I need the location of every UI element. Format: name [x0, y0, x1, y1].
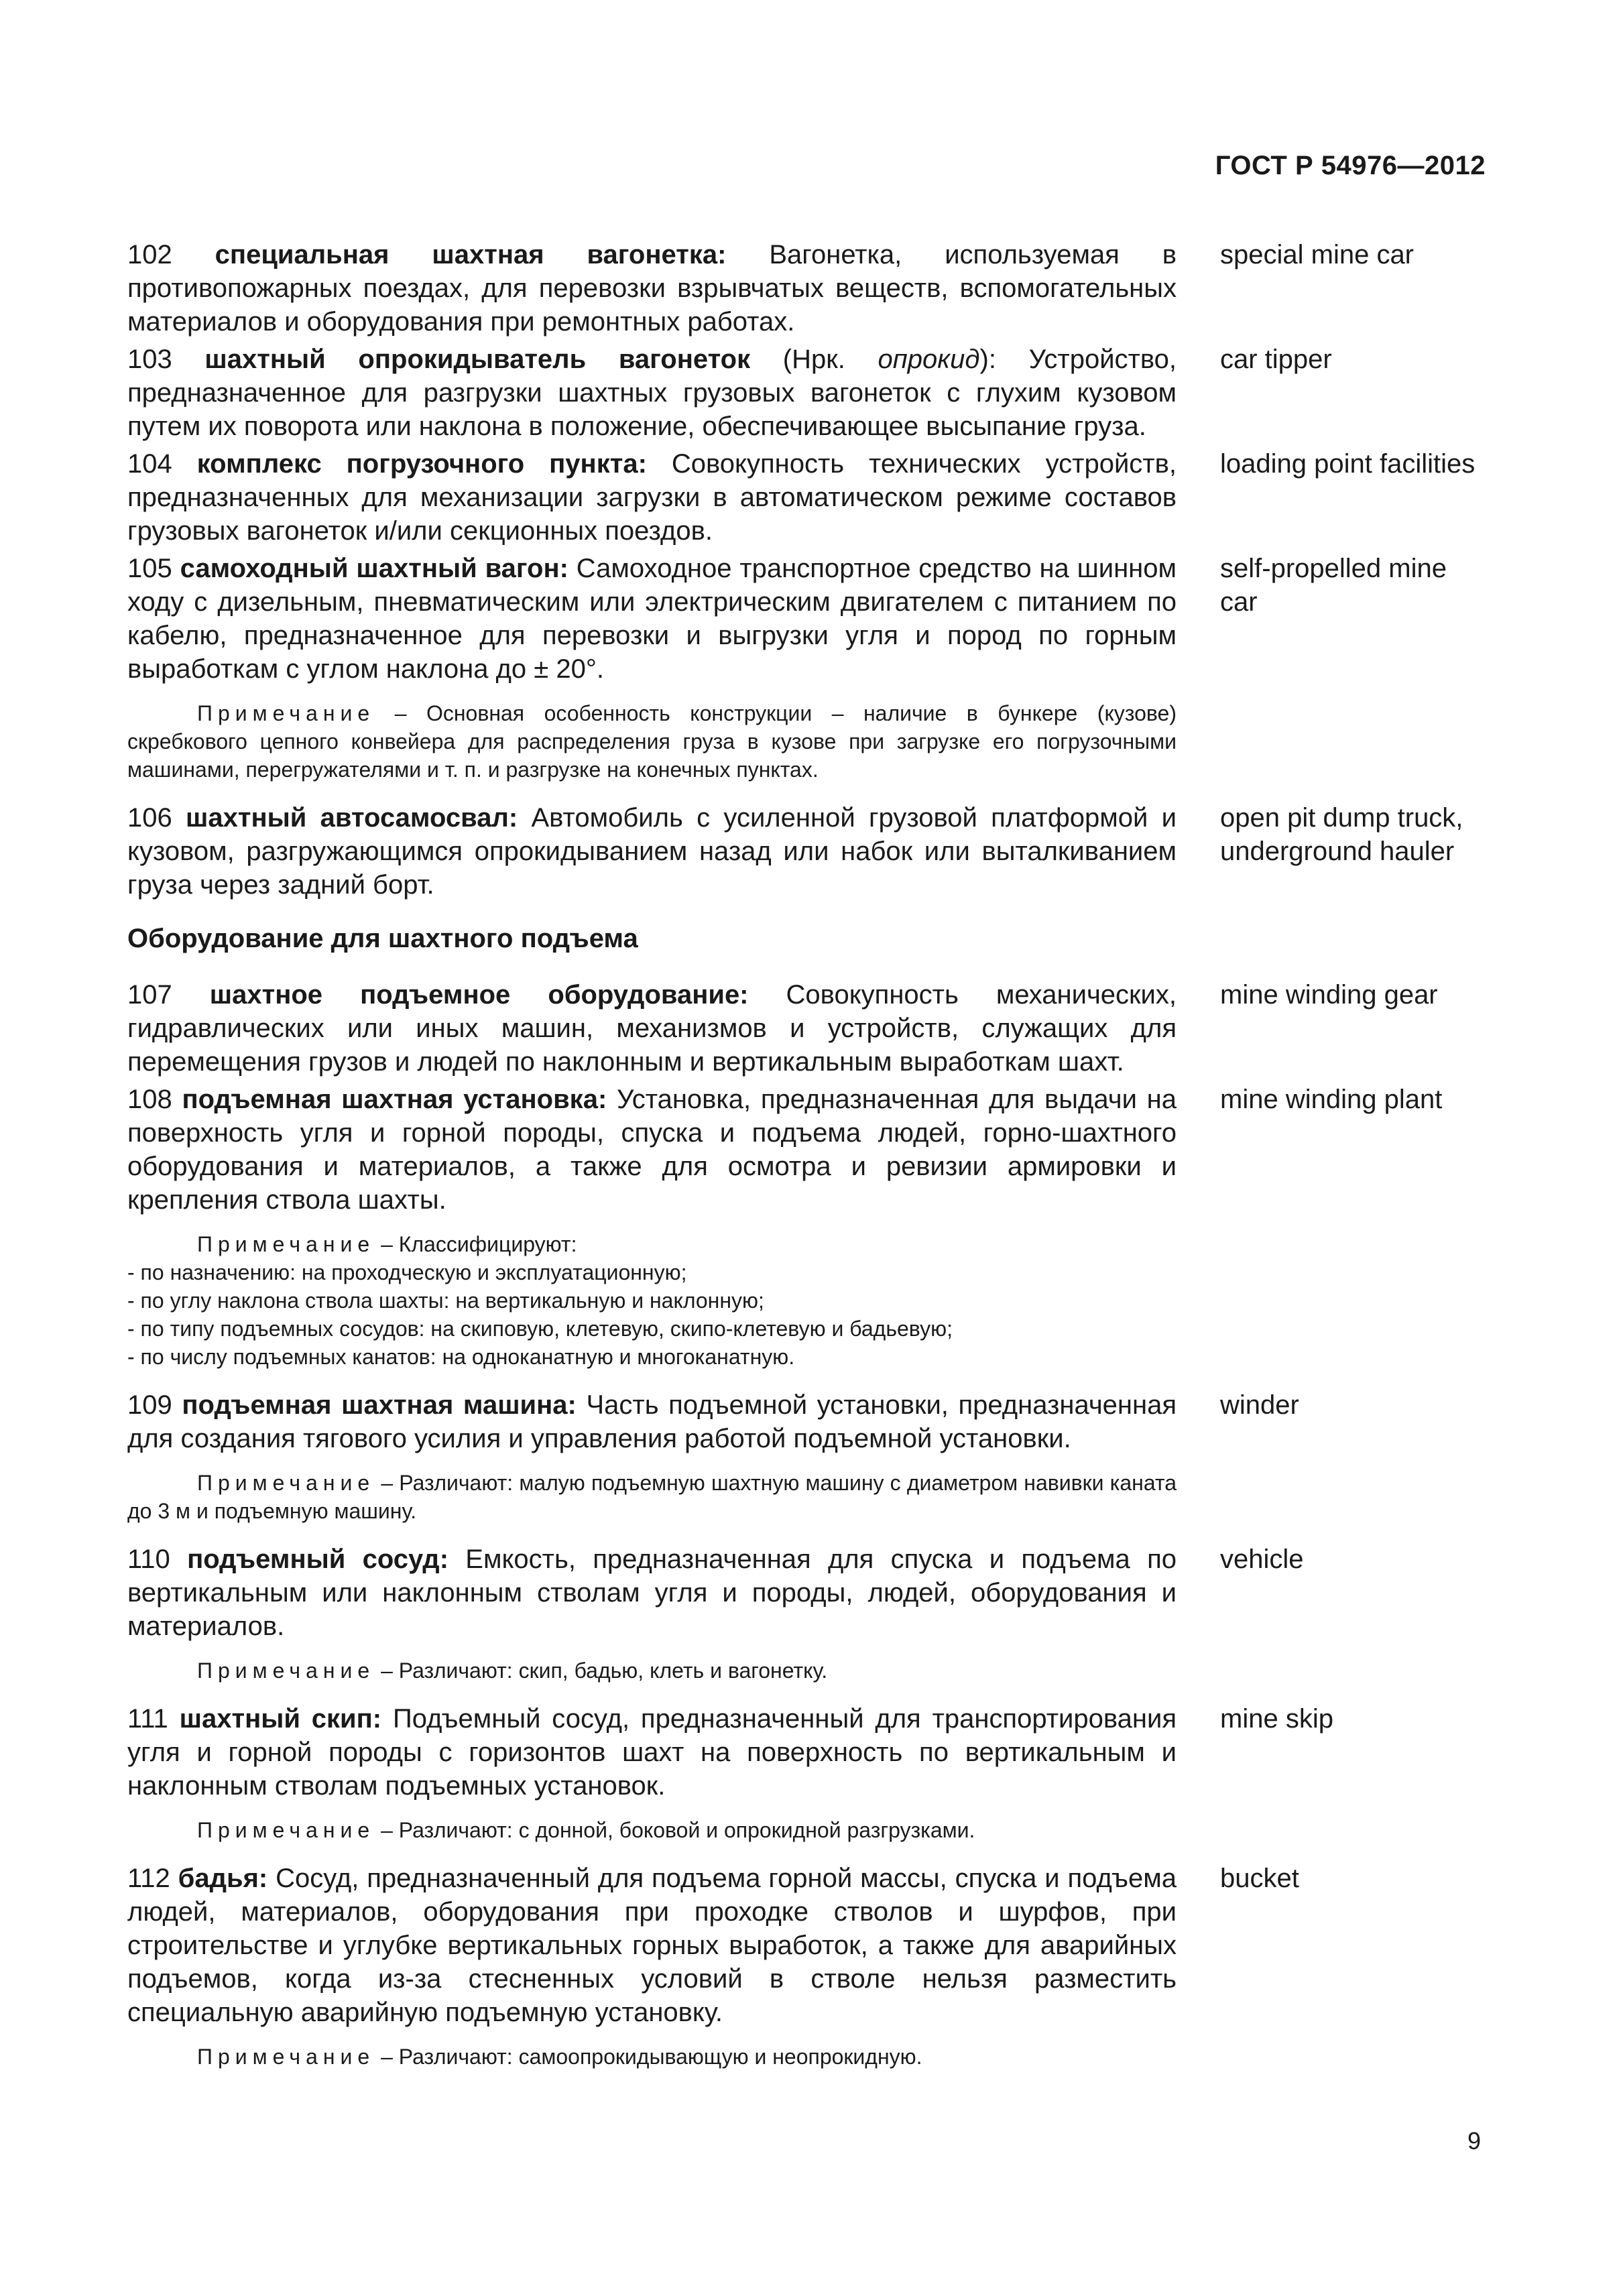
note-text: – Основная особенность конструкции – наличие в бункере (кузове) скребкового цепного конвейера для распределения груза в кузове при загрузке его погрузочными машинами, перегружателями и т. п. и разгрузке на конечных пунктах. — [127, 701, 1177, 782]
term-entry-106 — [127, 801, 1488, 902]
note-110 — [127, 1656, 1177, 1685]
term-number: 109 — [127, 1390, 172, 1420]
term-definition — [127, 447, 1177, 548]
term-definition — [127, 552, 1177, 686]
note-list-item: - по углу наклона ствола шахты: на вертикальную и наклонную; — [127, 1288, 764, 1313]
term-number: 110 — [127, 1545, 170, 1574]
english-equivalent: self-propelled mine car — [1220, 554, 1447, 617]
term-name: комплекс погрузочного пункта: — [196, 449, 647, 479]
note-first-line — [127, 1230, 1177, 1258]
term-definition — [127, 801, 1177, 902]
note-112 — [127, 2043, 1177, 2071]
term-definition — [127, 343, 1177, 443]
term-definition — [127, 1083, 1177, 1217]
note-text: – Классифицируют: — [381, 1232, 577, 1256]
note-109 — [127, 1469, 1177, 1525]
term-definition — [127, 1388, 1177, 1455]
term-entry-104 — [127, 447, 1488, 548]
term-name: шахтный автосамосвал: — [186, 803, 518, 833]
term-name: бадья: — [178, 1864, 268, 1893]
section-heading: Оборудование для шахтного подъема — [127, 924, 638, 953]
term-description: Подъемный сосуд, предназначенный для транспортирования угля и горной породы с горизонтов шахт на поверхность по вертикальным и наклонным стволам подъемных установок. — [127, 1704, 1177, 1801]
note-label: Примечание — [197, 1818, 375, 1842]
term-number: 112 — [127, 1864, 170, 1893]
english-equivalent: special mine car — [1220, 240, 1415, 269]
term-name: подъемный сосуд: — [187, 1545, 449, 1574]
note-label: Примечание — [197, 1232, 375, 1256]
term-description: Автомобиль с усиленной грузовой платформой и кузовом, разгружающимся опрокидыванием назад или набок или выталкиванием груза через задний борт. — [127, 803, 1177, 900]
term-name: шахтное подъемное оборудование: — [209, 980, 749, 1010]
term-entry-110 — [127, 1543, 1488, 1643]
english-equivalent: winder — [1220, 1390, 1299, 1420]
term-number: 104 — [127, 449, 172, 479]
term-definition — [127, 238, 1177, 339]
term-name: подъемная шахтная машина: — [182, 1390, 577, 1420]
terms-content — [127, 238, 1488, 2088]
term-number: 103 — [127, 345, 172, 374]
note-list-item: - по назначению: на проходческую и эксплуатационную; — [127, 1260, 687, 1284]
term-number: 108 — [127, 1085, 172, 1114]
term-entry-103 — [127, 343, 1488, 443]
term-abbr-open: (Нрк. — [782, 345, 845, 374]
term-entry-102 — [127, 238, 1488, 339]
note-text: – Различают: малую подъемную шахтную машину с диаметром навивки каната до 3 м и подъемную машину. — [127, 1471, 1177, 1523]
term-abbr-close: ): — [979, 345, 996, 374]
term-number: 102 — [127, 240, 172, 269]
term-description: Вагонетка, используемая в противопожарных поездах, для перевозки взрывчатых веществ, вспомогательных материалов и оборудования при ремонтных работах. — [127, 240, 1177, 337]
term-description: Самоходное транспортное средство на шинном ходу с дизельным, пневматическим или электрическим двигателем с питанием по кабелю, предназначенное для перевозки и выгрузки угля и пород по горным выработкам с углом наклона до ± 20°. — [127, 554, 1177, 684]
term-entry-105 — [127, 552, 1488, 686]
note-105 — [127, 699, 1177, 784]
term-description: Сосуд, предназначенный для подъема горной массы, спуска и подъема людей, материалов, оборудования при проходке стволов и шурфов, при строительстве и углубке вертикальных горных выработок, а также для аварийных подъемов, когда из-за стесненных условий в стволе нельзя разместить специальную аварийную подъемную установку. — [127, 1864, 1177, 2027]
term-number: 111 — [127, 1704, 168, 1734]
note-label: Примечание — [197, 701, 375, 725]
page-number: 9 — [1467, 2127, 1481, 2155]
term-name: подъемная шахтная установка: — [182, 1085, 607, 1114]
english-equivalent: open pit dump truck, underground hauler — [1220, 803, 1463, 866]
term-name: шахтный скип: — [179, 1704, 382, 1734]
english-equivalent: vehicle — [1220, 1545, 1304, 1574]
term-number: 107 — [127, 980, 172, 1010]
term-number: 105 — [127, 554, 172, 583]
term-entry-109 — [127, 1388, 1488, 1455]
english-equivalent: mine skip — [1220, 1704, 1333, 1734]
term-definition — [127, 1702, 1177, 1803]
term-number: 106 — [127, 803, 172, 833]
term-description: Установка, предназначенная для выдачи на поверхность угля и горной породы, спуска и подъема людей, горно-шахтного оборудования и материалов, а также для осмотра и ревизии армировки и крепления ствола шахты. — [127, 1085, 1177, 1215]
term-definition — [127, 978, 1177, 1079]
document-code: ГОСТ Р 54976—2012 — [1215, 151, 1486, 180]
note-text: – Различают: самоопрокидывающую и неопрокидную. — [381, 2045, 922, 2069]
term-entry-112 — [127, 1862, 1488, 2029]
note-label: Примечание — [197, 2045, 375, 2069]
english-equivalent: loading point facilities — [1220, 449, 1476, 479]
term-description: Емкость, предназначенная для спуска и подъема по вертикальным или наклонным стволам угля и породы, людей, оборудования и материалов. — [127, 1545, 1177, 1641]
term-description: Совокупность механических, гидравлических или иных машин, механизмов и устройств, служащих для перемещения грузов и людей по наклонным и вертикальным выработкам шахт. — [127, 980, 1177, 1077]
english-equivalent: mine winding plant — [1220, 1085, 1443, 1114]
term-name: шахтный опрокидыватель вагонеток — [204, 345, 751, 374]
term-definition — [127, 1543, 1177, 1643]
note-list-item: - по типу подъемных сосудов: на скиповую, клетевую, скипо-клетевую и бадьевую; — [127, 1317, 953, 1341]
english-equivalent: mine winding gear — [1220, 980, 1438, 1010]
term-abbr-italic: опрокид — [878, 345, 980, 374]
term-description: Совокупность технических устройств, предназначенных для механизации загрузки в автоматическом режиме составов грузовых вагонеток и/или секционных поездов. — [127, 449, 1177, 546]
note-list-item: - по числу подъемных канатов: на одноканатную и многоканатную. — [127, 1345, 795, 1369]
note-text: – Различают: с донной, боковой и опрокидной разгрузками. — [381, 1818, 975, 1842]
english-equivalent: car tipper — [1220, 345, 1332, 374]
term-entry-111 — [127, 1702, 1488, 1803]
note-108 — [127, 1230, 1177, 1371]
term-entry-107 — [127, 978, 1488, 1079]
term-description: Устройство, предназначенное для разгрузки шахтных грузовых вагонеток с глухим кузовом путем их поворота или наклона в положение, обеспечивающее высыпание груза. — [127, 345, 1177, 441]
note-text: – Различают: скип, бадью, клеть и вагонетку. — [381, 1658, 828, 1683]
term-entry-108 — [127, 1083, 1488, 1217]
note-label: Примечание — [197, 1658, 375, 1683]
term-definition — [127, 1862, 1177, 2029]
english-equivalent: bucket — [1220, 1864, 1299, 1893]
term-name: специальная шахтная вагонетка: — [215, 240, 727, 269]
term-description: Часть подъемной установки, предназначенная для создания тягового усилия и управления работой подъемной установки. — [127, 1390, 1177, 1453]
note-111 — [127, 1816, 1177, 1844]
note-label: Примечание — [197, 1471, 375, 1495]
term-name: самоходный шахтный вагон: — [180, 554, 568, 583]
